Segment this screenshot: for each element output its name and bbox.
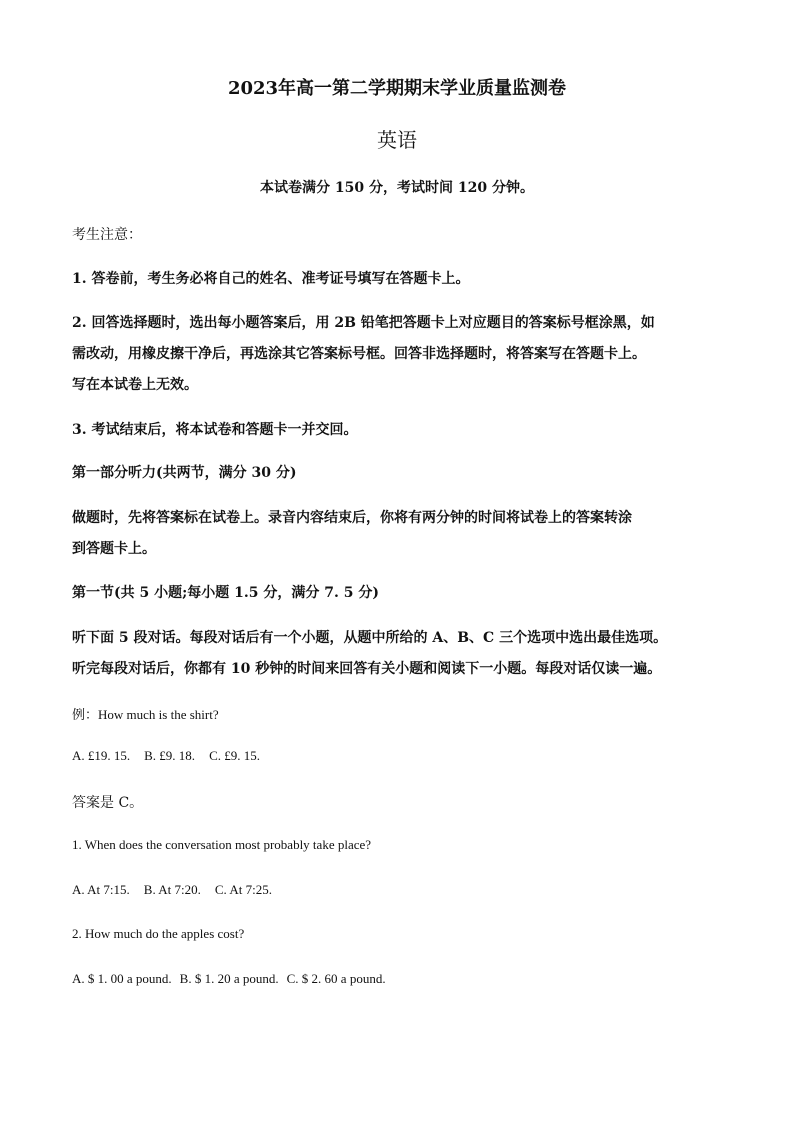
part1-heading: 第一部分听力(共两节，满分 30 分) <box>72 465 297 481</box>
section1-instruction-line-2: 听完每段对话后，你都有 10 秒钟的时间来回答有关小题和阅读下一小题。每段对话仅读一遍。 <box>72 661 662 677</box>
example-option-a: A. £19. 15. <box>72 748 131 763</box>
exam-title: 2023年高一第二学期期末学业质量监测卷 <box>227 78 567 99</box>
question-1-option-a: A. At 7:15. <box>72 882 130 897</box>
notice-item-2-line-1: 2. 回答选择题时，选出每小题答案后，用 2B 铅笔把答题卡上对应题目的答案标号框涂黑，如 <box>72 315 655 331</box>
question-2-stem: 2. How much do the apples cost? <box>72 926 245 941</box>
example-answer: 答案是 C。 <box>72 795 144 811</box>
notice-item-2-line-3: 写在本试卷上无效。 <box>72 377 198 393</box>
notice-item-2-line-2: 需改动，用橡皮擦干净后，再选涂其它答案标号框。回答非选择题时，将答案写在答题卡上。 <box>72 346 646 362</box>
question-1-option-b: B. At 7:20. <box>143 882 201 897</box>
question-2-option-a: A. $ 1. 00 a pound. <box>72 971 172 986</box>
part1-instruction-line-1: 做题时，先将答案标在试卷上。录音内容结束后，你将有两分钟的时间将试卷上的答案转涂 <box>72 510 632 526</box>
example-option-c: C. £9. 15. <box>209 748 260 763</box>
notice-heading: 考生注意： <box>72 227 142 243</box>
notice-item-1: 1. 答卷前，考生务必将自己的姓名、准考证号填写在答题卡上。 <box>72 271 470 287</box>
question-1-stem: 1. When does the conversation most probably take place? <box>72 837 372 852</box>
example-option-b: B. £9. 18. <box>144 748 196 763</box>
subject-title: 英语 <box>377 128 417 152</box>
question-2-option-c: C. $ 2. 60 a pound. <box>286 971 386 986</box>
example-options <box>72 748 260 764</box>
question-2-options <box>72 971 386 987</box>
notice-item-3: 3. 考试结束后，将本试卷和答题卡一并交回。 <box>72 422 358 438</box>
exam-info: 本试卷满分 150 分，考试时间 120 分钟。 <box>260 180 534 196</box>
question-1-option-c: C. At 7:25. <box>214 882 272 897</box>
question-1-options <box>72 882 272 898</box>
part1-instruction-line-2: 到答题卡上。 <box>72 541 156 557</box>
example-question: 例：How much is the shirt? <box>72 707 219 722</box>
section1-instruction-line-1: 听下面 5 段对话。每段对话后有一个小题，从题中所给的 A、B、C 三个选项中选出最佳选项。 <box>72 630 668 646</box>
section1-heading: 第一节(共 5 小题;每小题 1.5 分，满分 7. 5 分) <box>72 585 379 601</box>
question-2-option-b: B. $ 1. 20 a pound. <box>179 971 279 986</box>
